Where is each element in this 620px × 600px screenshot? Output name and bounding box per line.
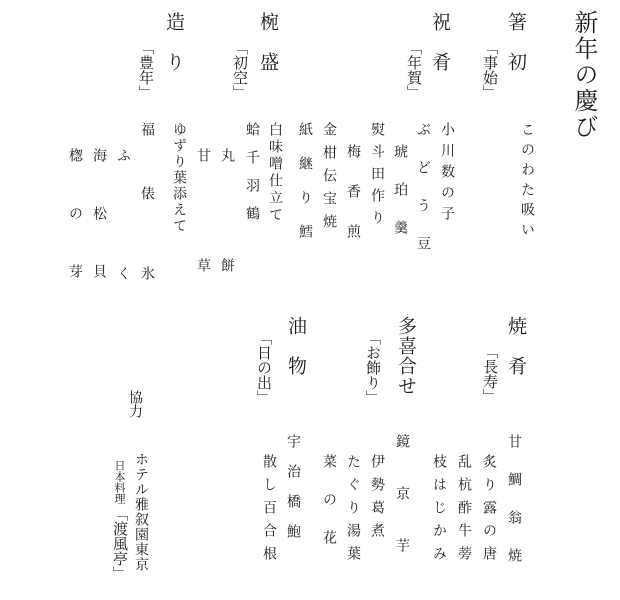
section-heading-hashizome: 箸 初 — [505, 12, 527, 72]
section-heading-iwaizakana: 祝 肴 — [429, 12, 451, 72]
dish-item: 海松貝 — [91, 148, 107, 322]
dish-item: 氷 — [139, 266, 155, 280]
dish-item: 宇治橋鮑 — [285, 434, 301, 554]
dish-item: 甘草 — [195, 148, 211, 368]
dish-item: 梅香煎 — [345, 144, 361, 264]
menu-title: 新年の慶び — [570, 10, 598, 140]
restaurant-name: 「渡風亭」 — [111, 506, 129, 581]
dish-item: 熨斗田作り — [369, 122, 385, 232]
dish-item: 楤の芽 — [67, 148, 83, 322]
dish-item: 琥珀羹 — [392, 144, 408, 258]
section-subtitle-choju: 「長寿」 — [481, 344, 499, 404]
dish-item: 白味噌仕立て — [267, 122, 283, 224]
dish-item: たぐり湯葉 — [345, 454, 361, 569]
dish-item: ふく — [115, 148, 131, 384]
section-subtitle-hounen: 「豊年」 — [137, 40, 155, 100]
section-subtitle-okazari: 「お飾り」 — [364, 330, 382, 405]
dish-item: 蛤千羽鶴 — [244, 122, 260, 234]
section-subtitle-hinode: 「日の出」 — [255, 330, 273, 405]
dish-item: 小川数の子 — [439, 122, 455, 227]
dish-item: 乱杭酢牛蒡 — [456, 454, 472, 569]
dish-item: 鏡京芋 — [394, 434, 410, 590]
dish-item: 金柑伝宝焼 — [321, 122, 337, 237]
section-heading-yakizakana: 焼 肴 — [505, 316, 527, 376]
section-subtitle-hatsuzora: 「初空」 — [231, 40, 249, 100]
section-heading-aburamono: 油 物 — [285, 316, 307, 376]
dish-item: 甘鯛翁焼 — [506, 434, 522, 586]
cooperation-label: 協力 — [127, 390, 143, 418]
section-heading-wanmori: 椀 盛 — [257, 12, 279, 72]
dish-item: 菜の花 — [321, 454, 337, 568]
section-heading-tsukuri: 造 り — [163, 12, 185, 72]
dish-item: 伊勢葛煮 — [369, 454, 385, 546]
dish-item: 丸餅 — [219, 148, 235, 368]
dish-item: 福俵 — [139, 122, 155, 250]
dish-item: ぶどう豆 — [415, 122, 431, 274]
section-subtitle-kotohajime: 「事始」 — [481, 40, 499, 100]
hotel-name: ホテル雅叙園東京 — [133, 452, 149, 572]
dish-item: 紙継り鱈 — [297, 122, 313, 258]
dish-item: 炙り露の唐 — [481, 454, 497, 569]
dish-item: 散し百合根 — [261, 454, 277, 569]
dish-item: 枝はじかみ — [431, 454, 447, 569]
dish-item: このわた吸い — [519, 122, 535, 242]
restaurant-prefix: 日本料理 — [113, 460, 126, 504]
section-heading-takiawase: 多喜合せ — [395, 316, 417, 396]
section-subtitle-nenga: 「年賀」 — [405, 40, 423, 100]
dish-item: ゆずり葉添えて — [171, 122, 187, 234]
